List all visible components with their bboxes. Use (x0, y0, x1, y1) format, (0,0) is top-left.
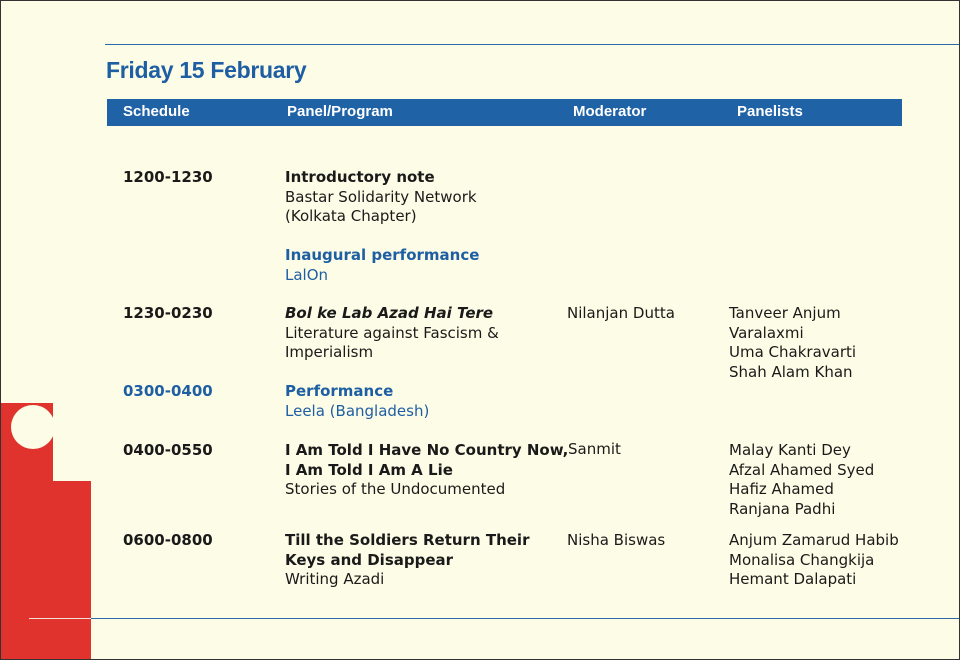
row-6-time: 0600-0800 (123, 531, 213, 549)
row-2-program-line: LalOn (285, 265, 329, 284)
row-6-program-title: Keys and Disappear (285, 550, 454, 569)
row-1-program-line: Bastar Solidarity Network (285, 187, 477, 206)
row-6-program-title: Till the Soldiers Return Their (285, 531, 530, 549)
red-block-rule (29, 618, 91, 619)
row-1-time: 1200-1230 (123, 168, 213, 186)
top-rule (105, 44, 959, 45)
row-5-time: 0400-0550 (123, 441, 213, 459)
panelist: Varalaxmi (729, 323, 804, 342)
row-4-program (285, 382, 429, 421)
row-3-program-line: Literature against Fascism & (285, 323, 499, 342)
red-block-lower (1, 481, 91, 660)
row-5-program-title: I Am Told I Have No Country Now, (285, 441, 569, 459)
panelist: Hafiz Ahamed (729, 480, 834, 498)
row-3-program (285, 304, 499, 363)
row-3-time: 1230-0230 (123, 304, 213, 322)
panelist: Afzal Ahamed Syed (729, 460, 875, 479)
header-panel: Panel/Program (287, 103, 393, 120)
header-panelists: Panelists (737, 103, 803, 120)
row-5-panelists (729, 441, 874, 519)
red-block-notch (11, 405, 55, 449)
row-3-panelists (729, 304, 856, 382)
row-3-program-line: Imperialism (285, 343, 374, 361)
row-4-program-line: Leela (Bangladesh) (285, 401, 430, 420)
table-header (107, 99, 902, 126)
row-6-program-line: Writing Azadi (285, 570, 385, 588)
row-5-moderator: Sanmit (568, 440, 621, 458)
row-1-program (285, 168, 477, 227)
panelist: Shah Alam Khan (729, 362, 853, 381)
row-6-moderator: Nisha Biswas (567, 531, 666, 549)
panelist: Malay Kanti Dey (729, 441, 851, 459)
row-1-program-title: Introductory note (285, 168, 435, 186)
panelist: Uma Chakravarti (729, 343, 857, 361)
row-1-program-line: (Kolkata Chapter) (285, 207, 417, 225)
panelist: Ranjana Padhi (729, 499, 836, 518)
bottom-rule (29, 618, 959, 619)
row-5-program-line: Stories of the Undocumented (285, 480, 506, 498)
row-3-moderator: Nilanjan Dutta (567, 304, 675, 322)
row-2-program (285, 246, 479, 285)
row-2-program-title: Inaugural performance (285, 246, 480, 264)
panelist: Hemant Dalapati (729, 570, 857, 588)
header-moderator: Moderator (573, 103, 647, 120)
page-title: Friday 15 February (106, 57, 307, 83)
panelist: Monalisa Changkija (729, 550, 875, 569)
row-5-program-title: I Am Told I Am A Lie (285, 460, 453, 479)
panelist: Tanveer Anjum (729, 304, 841, 322)
panelist: Anjum Zamarud Habib (729, 531, 899, 549)
row-6-panelists (729, 531, 899, 590)
row-5-program (285, 441, 568, 500)
row-3-program-title: Bol ke Lab Azad Hai Tere (285, 304, 494, 322)
row-4-time: 0300-0400 (123, 382, 213, 400)
header-schedule: Schedule (123, 103, 190, 120)
row-4-program-title: Performance (285, 382, 394, 400)
row-6-program (285, 531, 529, 590)
